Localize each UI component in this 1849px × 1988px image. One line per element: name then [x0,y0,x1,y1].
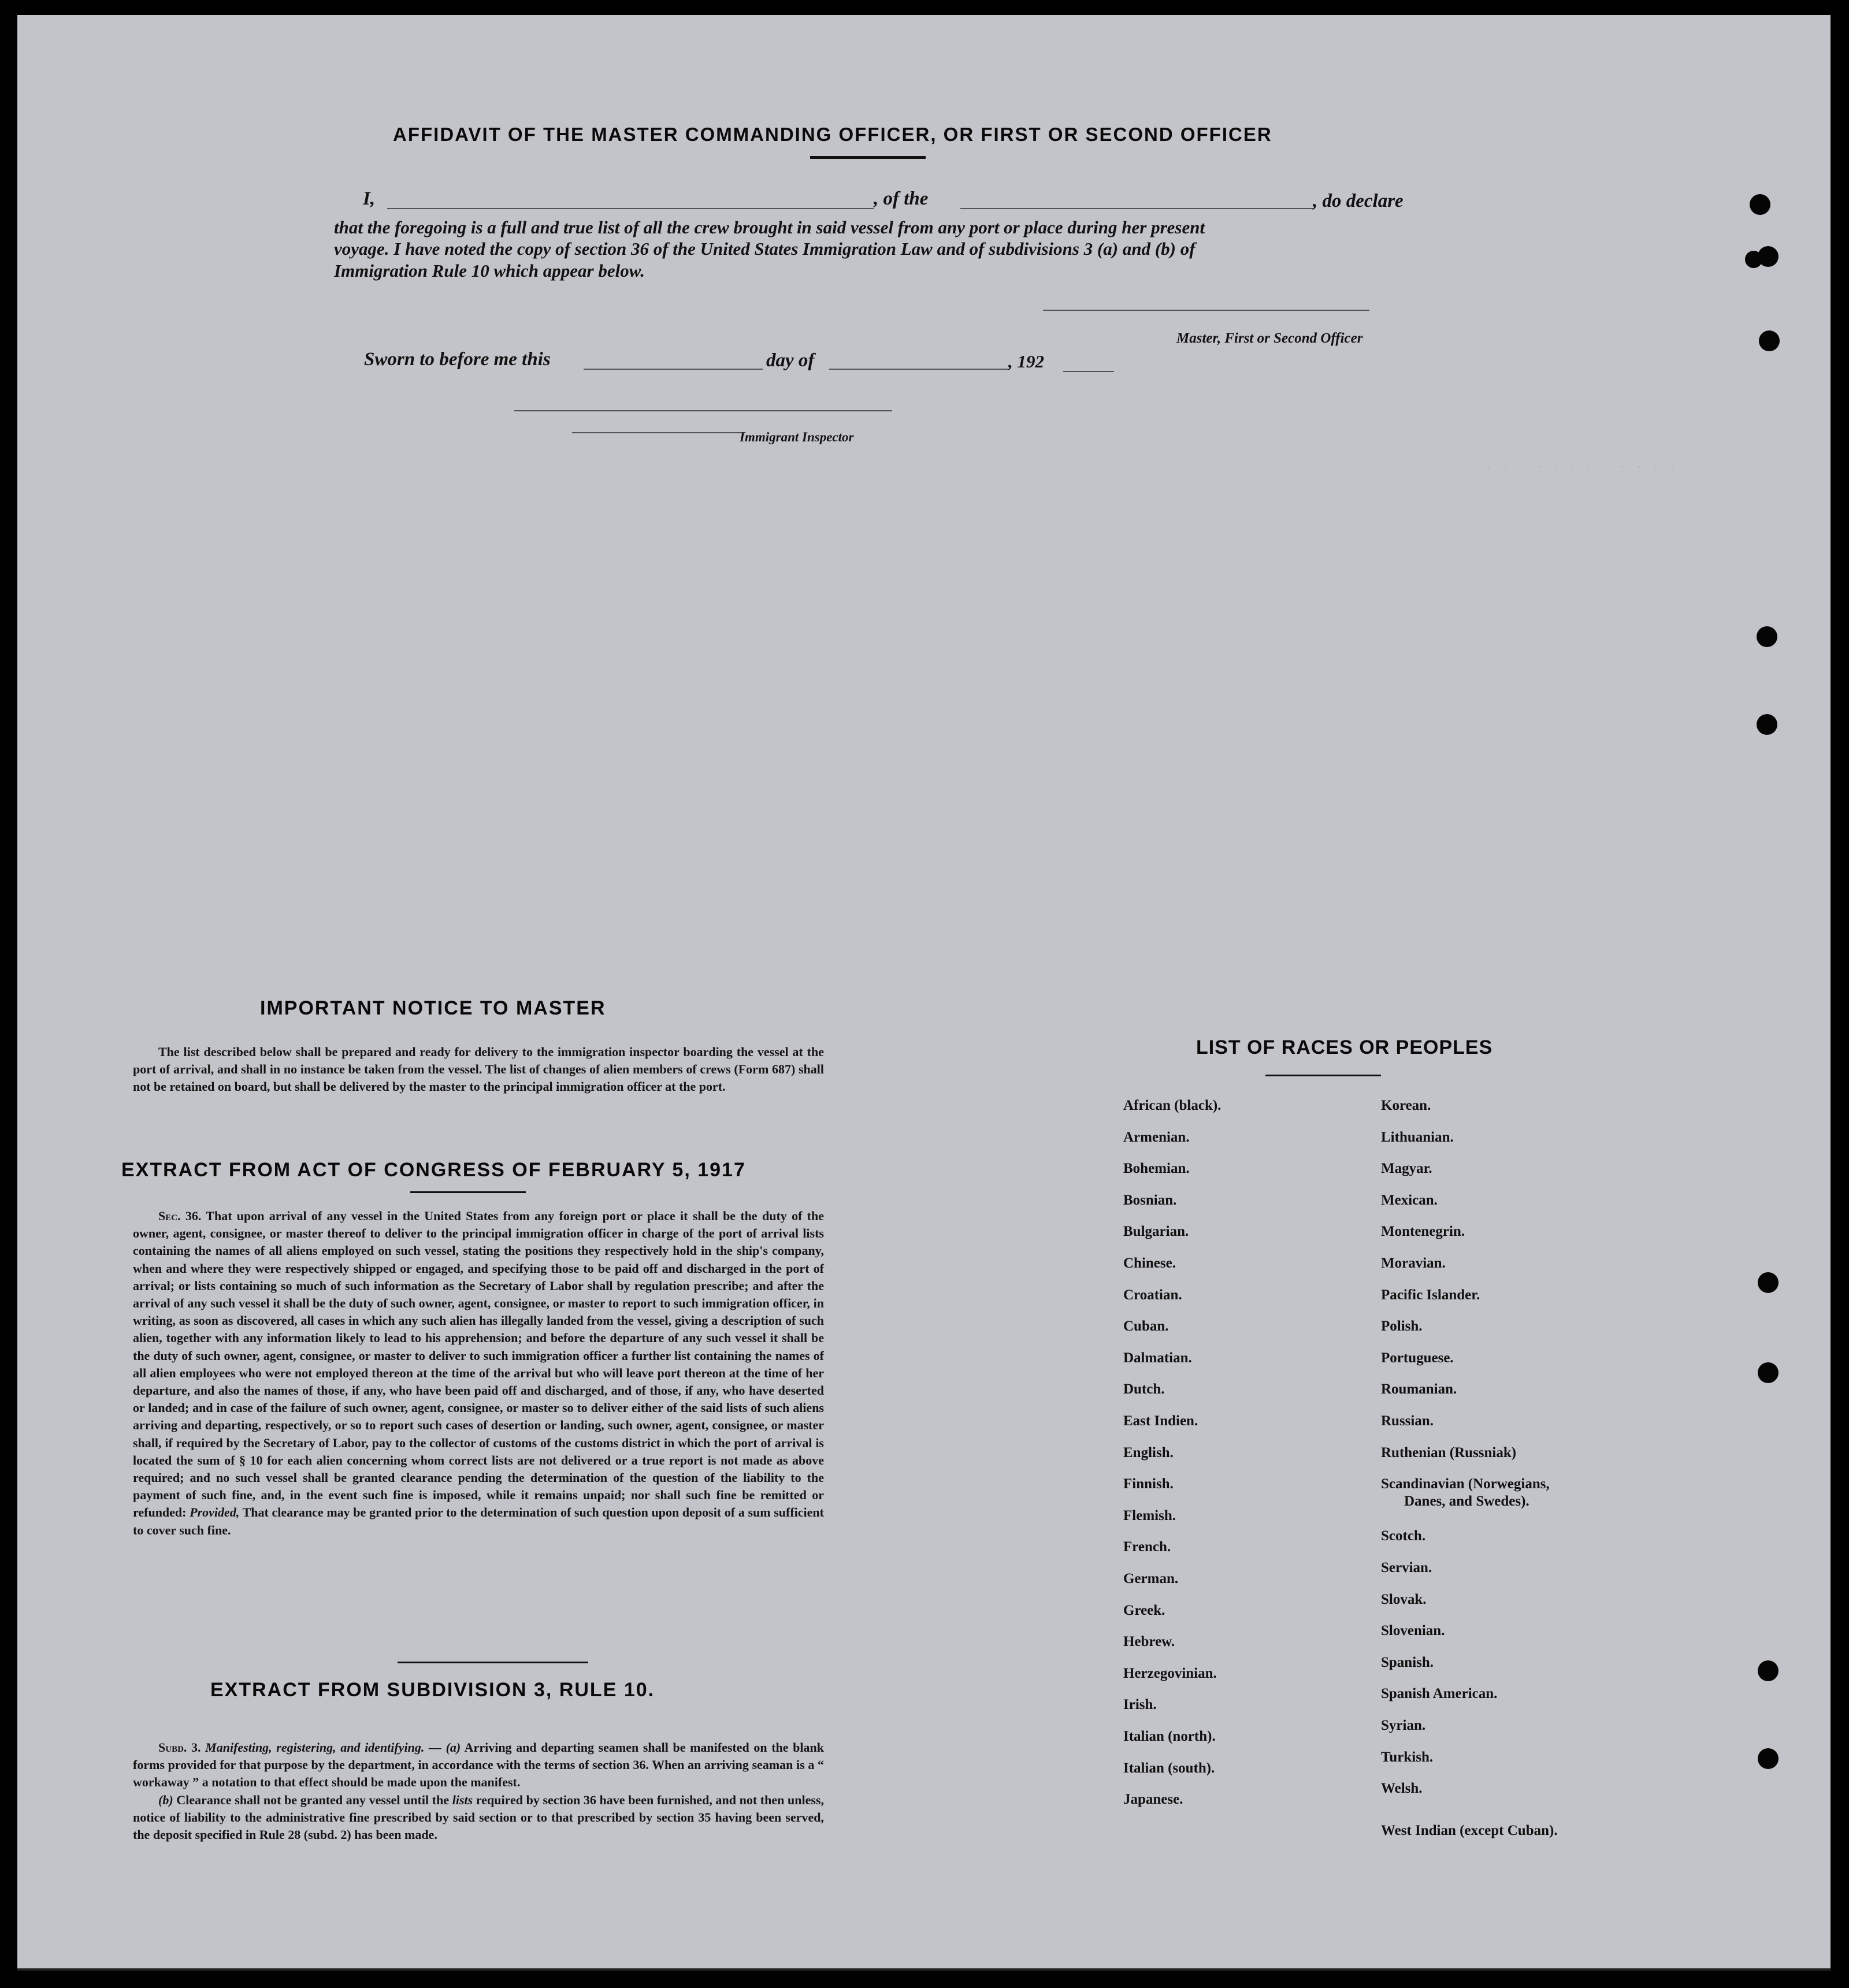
act-paragraph-end: That clearance may be granted prior to the determination of such question upon deposit of a sum sufficient to cover such fine. [133,1505,824,1537]
race-item: Greek. [1123,1602,1165,1618]
race-item: Dalmatian. [1123,1350,1192,1366]
act-provided: Provided, [190,1505,240,1520]
binder-hole [1758,1660,1779,1681]
binder-hole [1757,626,1777,647]
act-paragraph: That upon arrival of any vessel in the United States from any foreign port or place it shall be the duty of the owner, agent, consignee, or master thereof to deliver to the principal immigration officer in charge of the port of arrival lists containing the names of all aliens employed on such vessel, stating the positions they respectively hold in the ship's company, when and where they were respectively shipped or engaged, and specifying those to be paid off and discharged in the port of arrival; or lists containing so much of such information as the Secretary of Labor shall by regulation prescribe; and after the arrival of any such vessel it shall be the duty of such owner, agent, consignee, or master to report to such immigration officer, in writing, as soon as discovered, all cases in which any such alien has illegally landed from the vessel, giving a description of such alien, together with any information likely to lead to his apprehension; and before the departure of any such vessel it shall be the duty of such owner, agent, consignee, or master to deliver to such immigration officer a further list containing the names of all alien employees who were not employed thereon at the time of the arrival but who will leave port thereon at the time of her departure, and also the names of those, if any, who have been paid off and discharged, and of those, if any, who have deserted or landed; and in case of the failure of such owner, agent, consignee, or master so to deliver either of the said lists of such aliens arriving and departing, respectively, or so to report such cases of desertion or landing, such owner, agent, consignee, or master shall, if required by the Secretary of Labor, pay to the collector of customs of the customs district in which the port of arrival is located the sum of § 10 for each alien concerning whom correct lists are not delivered or a true report is not made as above required; and no such vessel shall be granted clearance pending the determination of the question of the liability to the payment of such fine, and, in the event such fine is imposed, while it remains unpaid; nor shall such fine be remitted or refunded: [133,1209,825,1520]
race-item: Welsh. [1381,1781,1423,1797]
rule-b-label: (b) [158,1792,173,1807]
race-item: Slovak. [1381,1591,1427,1607]
race-item: Ruthenian (Russniak) [1381,1444,1517,1461]
inspector-signature-line[interactable] [514,410,892,411]
race-item: French. [1123,1539,1171,1555]
race-item: Bosnian. [1123,1192,1177,1208]
race-item: Irish. [1123,1697,1157,1713]
binder-hole [1758,1362,1779,1383]
master-signature-line[interactable] [1043,310,1369,311]
rule-separator [398,1662,588,1663]
bleed-through: · · · · · · · · · · · · [1485,460,1677,475]
race-item: Bulgarian. [1123,1224,1189,1240]
act-heading: EXTRACT FROM ACT OF CONGRESS OF FEBRUARY 5, 1917 [121,1159,746,1181]
month-blank[interactable] [829,369,1008,370]
binder-hole [1758,1748,1779,1769]
races-heading-rule [1265,1075,1381,1076]
notice-heading: IMPORTANT NOTICE TO MASTER [260,997,606,1019]
race-item: Bohemian. [1123,1161,1190,1177]
rule-a-text: Arriving and departing seamen shall be manifested on the blank forms provided for that purpose by the department, in accordance with the terms of section 36. When an arriving seaman is a “ workaway ” a notation to that effect should be made upon the manifest. [133,1740,824,1790]
race-item: Pacific Islander. [1381,1287,1480,1303]
race-item: Moravian. [1381,1255,1446,1271]
act-heading-rule [410,1191,526,1193]
rule-subd-label: Subd. 3. [158,1740,201,1755]
race-item: East Indien. [1123,1413,1198,1429]
race-item: Croatian. [1123,1287,1182,1303]
race-item: German. [1123,1571,1179,1586]
day-of-label: day of [766,350,815,371]
affidavit-body-line-3: Immigration Rule 10 which appear below. [334,261,645,281]
race-item: Korean. [1381,1098,1431,1113]
master-signature-label: Master, First or Second Officer [1176,330,1363,346]
rule-b-text-1: Clearance shall not be granted any vessel until the [176,1792,450,1807]
vessel-blank[interactable] [960,208,1313,209]
race-item: Chinese. [1123,1255,1176,1271]
name-blank[interactable] [387,208,874,209]
race-item: English. [1123,1444,1174,1461]
race-item: Polish. [1381,1318,1423,1335]
rule-title: Manifesting, registering, and identifying. [205,1740,425,1755]
race-item: Danes, and Swedes). [1404,1493,1529,1509]
affidavit-of-the: , of the [874,188,929,209]
race-item: Dutch. [1123,1381,1165,1398]
race-item: Hebrew. [1123,1634,1175,1650]
notice-paragraph: The list described below shall be prepared and ready for delivery to the immigration inspector boarding the vessel at the port of arrival, and shall in no instance be taken from the vessel. The list of changes of alien members of crews (Form 687) shall not be retained on board, but shall be delivered by the master to the principal immigration officer at the port. [133,1045,824,1094]
race-item: Flemish. [1123,1507,1176,1523]
race-item: Spanish. [1381,1654,1434,1670]
affidavit-body-line-2: voyage. I have noted the copy of section 36 of the United States Immigration Law and of subdivisions 3 (a) and (b) of [334,239,1195,259]
race-item: Scotch. [1381,1528,1426,1544]
race-item: Portuguese. [1381,1350,1454,1366]
binder-hole [1759,330,1780,351]
race-item: Herzegovinian. [1123,1665,1217,1681]
race-item: Russian. [1381,1413,1434,1429]
rule-a-label: — (a) [428,1740,461,1755]
race-item: Japanese. [1123,1792,1183,1808]
rule-b-lists: lists [452,1792,473,1807]
affidavit-heading: AFFIDAVIT OF THE MASTER COMMANDING OFFICER, OR FIRST OR SECOND OFFICER [393,124,1272,145]
binder-hole [1757,714,1777,735]
rule-heading: EXTRACT FROM SUBDIVISION 3, RULE 10. [210,1679,655,1701]
binder-hole [1750,194,1770,215]
binder-hole [1758,1272,1779,1293]
race-item: West Indian (except Cuban). [1381,1822,1558,1838]
affidavit-heading-rule [810,156,926,159]
inspector-signature-line-2[interactable] [572,432,745,433]
sworn-label: Sworn to before me this [364,349,551,370]
race-item: Syrian. [1381,1718,1426,1733]
page-bottom-edge [17,1968,1831,1971]
race-item: Armenian. [1123,1129,1190,1145]
race-item: Turkish. [1381,1749,1434,1765]
race-item: Magyar. [1381,1161,1432,1177]
race-item: Lithuanian. [1381,1129,1454,1145]
year-blank[interactable] [1063,371,1114,372]
document-page [17,15,1831,1971]
rule-text [133,1739,824,1844]
binder-hole [1745,251,1762,268]
race-item: Scandinavian (Norwegians, [1381,1476,1550,1492]
race-item: Montenegrin. [1381,1224,1465,1240]
inspector-label: Immigrant Inspector [740,430,854,444]
day-blank[interactable] [584,369,763,370]
rule-b-text-2: required by section 36 have been furnished, and not then unless, notice of liability to the administrative fine prescribed by said section or to that prescribed by section 35 having been served, the deposit specified in Rule 28 (subd. 2) has been made. [133,1792,824,1842]
year-label: , 192 [1008,351,1044,371]
race-item: Finnish. [1123,1476,1174,1492]
act-text [133,1207,824,1539]
notice-text [133,1043,824,1096]
race-item: Roumanian. [1381,1381,1457,1398]
race-item: Italian (south). [1123,1760,1215,1776]
race-item: Servian. [1381,1560,1432,1575]
race-item: Spanish American. [1381,1686,1498,1702]
race-item: Italian (north). [1123,1729,1216,1744]
race-item: African (black). [1123,1098,1221,1113]
race-item: Slovenian. [1381,1623,1445,1639]
affidavit-do-declare: , do declare [1313,191,1404,211]
act-sec-label: Sec. 36. [158,1209,202,1223]
race-item: Mexican. [1381,1192,1438,1208]
affidavit-i-label: I, [363,188,376,209]
races-heading: LIST OF RACES OR PEOPLES [1196,1036,1493,1058]
race-item: Cuban. [1123,1318,1169,1335]
affidavit-body-line-1: that the foregoing is a full and true list of all the crew brought in said vessel from any port or place during her present [334,217,1205,237]
